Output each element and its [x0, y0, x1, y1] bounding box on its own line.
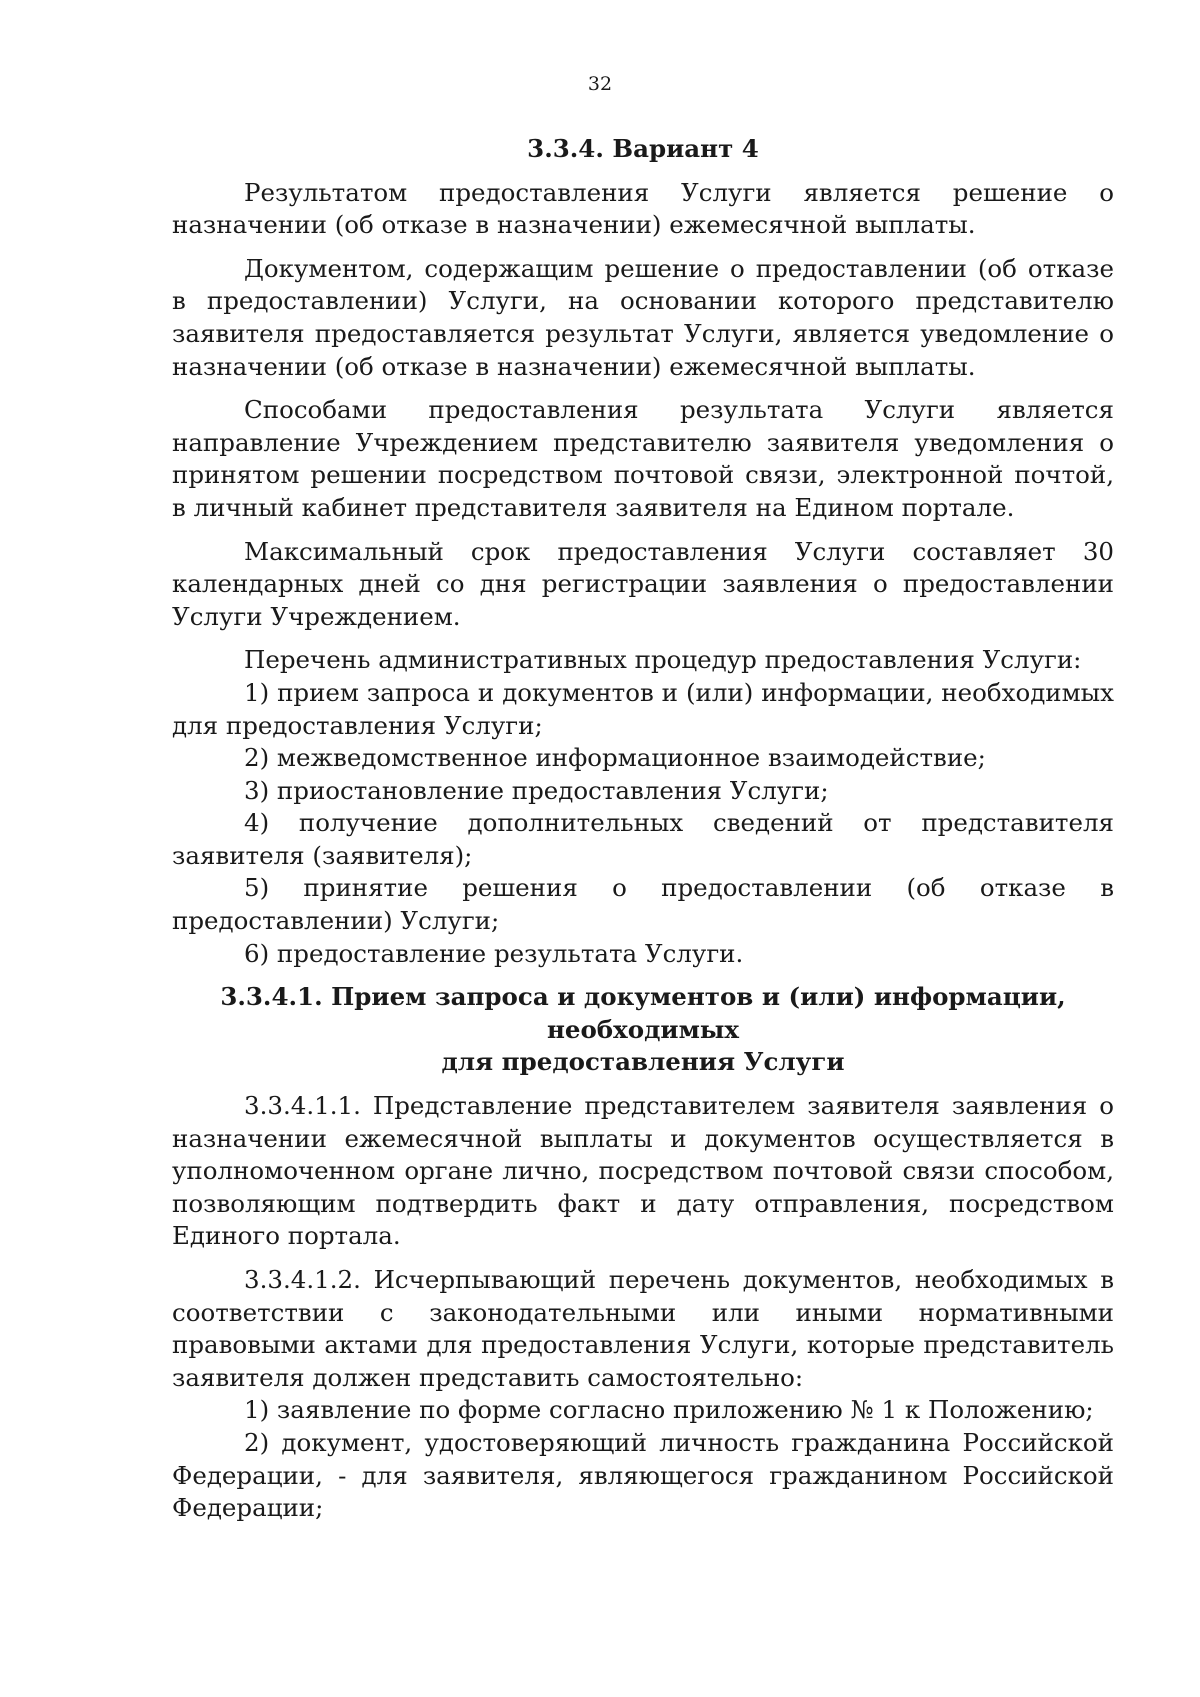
- subsection-title-line1: 3.3.4.1. Прием запроса и документов и (или) информации, необходимых: [220, 982, 1066, 1044]
- paragraph-procedures-intro: Перечень административных процедур предоставления Услуги:: [244, 645, 1082, 675]
- paragraph-delivery-methods: Способами предоставления результата Услуги является направление Учреждением представителю заявителя уведомления о принятом решении посредством почтовой связи, электронной почтой, в личный кабинет представителя заявителя на Едином портале.: [172, 395, 1114, 522]
- document-body: [172, 133, 1114, 1525]
- procedure-item: 1) прием запроса и документов и (или) информации, необходимых для предоставления Услуги;: [172, 677, 1114, 740]
- procedure-item: 6) предоставление результата Услуги.: [244, 938, 744, 968]
- paragraph-max-term: Максимальный срок предоставления Услуги составляет 30 календарных дней со дня регистрации заявления о предоставлении Услуги Учреждением.: [172, 536, 1114, 631]
- paragraph-submission: 3.3.4.1.1. Представление представителем заявителя заявления о назначении ежемесячной выплаты и документов осуществляется в уполномоченном органе лично, посредством почтовой связи способом, позволяющим подтвердить факт и дату отправления, посредством Единого портала.: [172, 1091, 1114, 1251]
- subsection-title-line2: для предоставления Услуги: [441, 1047, 845, 1077]
- section-title: 3.3.4. Вариант 4: [527, 134, 759, 163]
- procedure-item: 2) межведомственное информационное взаимодействие;: [244, 743, 986, 773]
- procedure-item: 3) приостановление предоставления Услуги;: [244, 775, 829, 805]
- subsection-title: [172, 981, 1114, 1079]
- procedure-item: 5) принятие решения о предоставлении (об отказе в предоставлении) Услуги;: [172, 873, 1114, 936]
- document-item: 1) заявление по форме согласно приложению № 1 к Положению;: [244, 1395, 1094, 1425]
- document-item: 2) документ, удостоверяющий личность гражданина Российской Федерации, - для заявителя, являющегося гражданином Российской Федерации;: [172, 1427, 1114, 1523]
- procedure-item: 4) получение дополнительных сведений от представителя заявителя (заявителя);: [172, 808, 1114, 870]
- page-number: 32: [587, 73, 613, 95]
- paragraph-result: Результатом предоставления Услуги является решение о назначении (об отказе в назначении) ежемесячной выплаты.: [172, 177, 1114, 240]
- paragraph-documents-list-intro: 3.3.4.1.2. Исчерпывающий перечень документов, необходимых в соответствии с законодательными или иными нормативными правовыми актами для предоставления Услуги, которые представитель заявителя должен представить самостоятельно:: [172, 1265, 1114, 1392]
- paragraph-decision-document: Документом, содержащим решение о предоставлении (об отказе в предоставлении) Услуги, на основании которого представителю заявителя предоставляется результат Услуги, является уведомление о назначении (об отказе в назначении) ежемесячной выплаты.: [172, 253, 1114, 381]
